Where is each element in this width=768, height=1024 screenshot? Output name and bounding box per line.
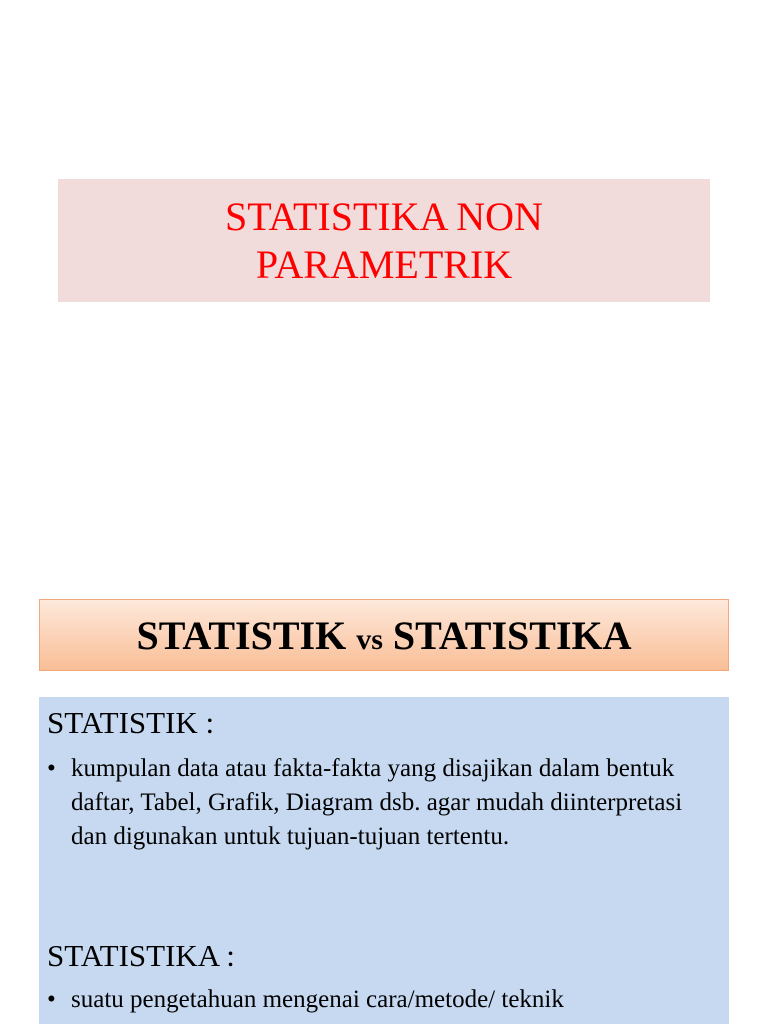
title-vs: vs bbox=[356, 622, 383, 656]
bullet-dot-icon: • bbox=[47, 986, 56, 1013]
bullet-text-statistik: kumpulan data atau fakta-fakta yang disajikan dalam bentuk daftar, Tabel, Grafik, Diagram dsb. agar mudah diinterpretasi dan digunakan untuk tujuan-tujuan tertentu. bbox=[71, 755, 683, 850]
slide-title-line-2: PARAMETRIK bbox=[255, 241, 513, 287]
heading-statistika: STATISTIKA : bbox=[47, 938, 235, 973]
bullet-dot-icon: • bbox=[47, 755, 56, 782]
bullet-statistika bbox=[47, 983, 717, 1017]
heading-statistik: STATISTIK : bbox=[47, 705, 215, 740]
bullet-text-statistika: suatu pengetahuan mengenai cara/metode/ teknik bbox=[71, 986, 564, 1013]
title-statistika: STATISTIKA bbox=[392, 612, 632, 658]
slide-title-line-1: STATISTIKA NON bbox=[225, 193, 543, 239]
bullet-statistik bbox=[47, 752, 717, 854]
content-box bbox=[39, 697, 729, 1024]
section-header-box bbox=[39, 599, 729, 671]
title-statistik: STATISTIK bbox=[136, 612, 347, 658]
slide-title-box bbox=[58, 179, 710, 302]
section-header-title bbox=[136, 612, 631, 659]
